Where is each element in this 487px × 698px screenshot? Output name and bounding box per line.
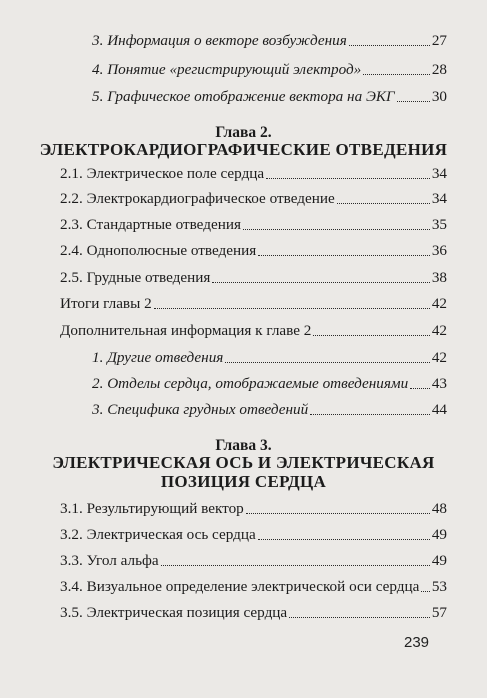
leader-dots [258,254,430,256]
chapter-title: Глава 3. [215,437,272,454]
leader-dots [313,334,429,336]
toc-entry [60,552,447,570]
toc-entry-label: 3. Специфика грудных отведений [92,401,309,418]
toc-subentry [92,401,447,419]
toc-entry-page: 34 [431,190,447,207]
toc-entry-label: 3. Информация о векторе возбуждения [92,32,347,49]
chapter-heading: ЭЛЕКТРОКАРДИОГРАФИЧЕСКИЕ ОТВЕДЕНИЯ [39,140,448,159]
toc-entry-page: 48 [431,500,447,517]
leader-dots [243,228,430,230]
leader-dots [397,100,430,102]
page-number: 239 [404,634,430,651]
toc-entry [60,526,447,544]
toc-entry-page: 30 [431,88,447,105]
leader-dots [161,564,430,566]
toc-entry-page: 28 [431,61,447,78]
leader-dots [258,538,430,540]
toc-entry [60,322,447,340]
toc-entry [60,190,447,208]
leader-dots [337,202,430,204]
toc-entry-page: 34 [431,165,447,182]
leader-dots [266,177,430,179]
toc-entry-label: Дополнительная информация к главе 2 [60,322,312,339]
toc-entry-label: 2.5. Грудные отведения [60,269,211,286]
toc-entry [60,216,447,234]
toc-entry [60,242,447,260]
toc-entry-label: 5. Графическое отображение вектора на ЭКГ [92,88,395,105]
toc-entry [60,269,447,287]
toc-entry-label: 2.2. Электрокардиографическое отведение [60,190,335,207]
leader-dots [363,73,430,75]
leader-dots [310,413,430,415]
toc-entry [60,165,447,183]
toc-entry-page: 57 [431,604,447,621]
toc-entry-page: 49 [431,526,447,543]
toc-subentry [92,349,447,367]
toc-entry-page: 49 [431,552,447,569]
toc-entry [60,604,447,622]
toc-entry-page: 42 [431,322,447,339]
toc-entry-label: 1. Другие отведения [92,349,224,366]
toc-entry-page: 43 [431,375,447,392]
toc-entry-label: 3.4. Визуальное определение электрической оси сердца [60,578,420,595]
leader-dots [212,281,429,283]
toc-entry-page: 42 [431,295,447,312]
toc-entry [92,61,447,79]
toc-entry-label: 3.2. Электрическая ось сердца [60,526,256,543]
toc-entry [60,295,447,313]
toc-entry-label: 3.3. Угол альфа [60,552,159,569]
chapter-heading-line1: ЭЛЕКТРИЧЕСКАЯ ОСЬ И ЭЛЕКТРИЧЕСКАЯ [52,453,435,472]
leader-dots [410,387,430,389]
leader-dots [421,590,429,592]
toc-entry [92,88,447,106]
toc-entry [60,500,447,518]
toc-entry-label: Итоги главы 2 [60,295,152,312]
toc-entry-page: 53 [431,578,447,595]
toc-entry-page: 36 [431,242,447,259]
toc-entry-page: 38 [431,269,447,286]
toc-entry [92,32,447,50]
toc-entry-label: 2. Отделы сердца, отображаемые отведениями [92,375,409,392]
leader-dots [349,44,430,46]
toc-subentry [92,375,447,393]
toc-entry-page: 42 [431,349,447,366]
leader-dots [246,512,430,514]
leader-dots [225,361,429,363]
chapter-title: Глава 2. [215,124,272,141]
toc-entry [60,578,447,596]
toc-entry-page: 44 [431,401,447,418]
toc-entry-label: 2.4. Однополюсные отведения [60,242,257,259]
toc-entry-label: 2.3. Стандартные отведения [60,216,241,233]
toc-entry-label: 4. Понятие «регистрирующий электрод» [92,61,362,78]
leader-dots [154,307,430,309]
toc-entry-label: 3.5. Электрическая позиция сердца [60,604,288,621]
leader-dots [289,616,430,618]
toc-entry-page: 27 [431,32,447,49]
toc-entry-page: 35 [431,216,447,233]
toc-entry-label: 3.1. Результирующий вектор [60,500,244,517]
chapter-heading-line2: ПОЗИЦИЯ СЕРДЦА [160,472,327,491]
toc-entry-label: 2.1. Электрическое поле сердца [60,165,265,182]
